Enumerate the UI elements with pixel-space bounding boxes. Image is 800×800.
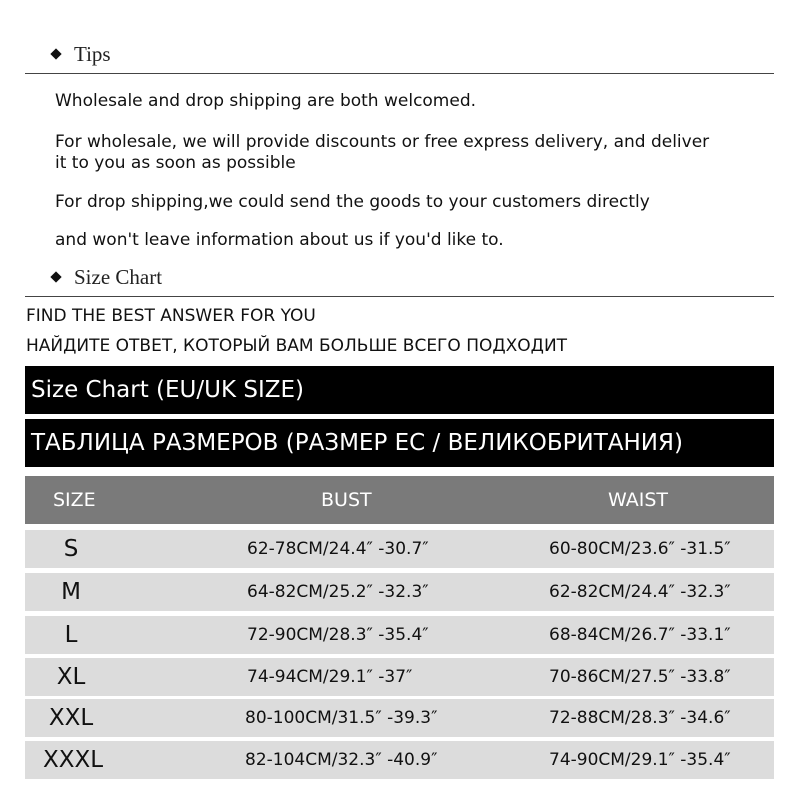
row-waist: 70-86CM/27.5″ -33.8″ bbox=[549, 667, 731, 687]
row-bust: 62-78CM/24.4″ -30.7″ bbox=[247, 539, 429, 559]
tips-line-1: Wholesale and drop shipping are both welcomed. bbox=[55, 91, 477, 111]
size-table-header bbox=[25, 476, 774, 524]
row-bust: 80-100CM/31.5″ -39.3″ bbox=[245, 708, 438, 728]
size-chart-banner-ru-label: ТАБЛИЦА РАЗМЕРОВ (РАЗМЕР ЕС / ВЕЛИКОБРИТАНИЯ) bbox=[31, 430, 683, 456]
table-row bbox=[25, 616, 774, 654]
table-row bbox=[25, 530, 774, 568]
header-waist: WAIST bbox=[608, 489, 669, 511]
tips-heading bbox=[52, 40, 111, 68]
table-row bbox=[25, 658, 774, 696]
header-bust: BUST bbox=[321, 489, 372, 511]
tips-line-4: For drop shipping,we could send the goods to your customers directly bbox=[55, 192, 650, 212]
row-size: XL bbox=[56, 664, 86, 690]
row-size: L bbox=[64, 622, 78, 648]
diamond-bullet-icon bbox=[50, 48, 61, 59]
size-chart-banner-en-label: Size Chart (EU/UK SIZE) bbox=[31, 377, 305, 403]
row-waist: 68-84CM/26.7″ -33.1″ bbox=[549, 625, 731, 645]
row-bust: 74-94CM/29.1″ -37″ bbox=[247, 667, 413, 687]
tips-divider bbox=[25, 73, 774, 74]
size-chart-banner-en bbox=[25, 366, 774, 414]
size-chart-divider bbox=[25, 296, 774, 297]
tips-heading-label: Tips bbox=[74, 41, 111, 66]
tips-line-2: For wholesale, we will provide discounts or free express delivery, and deliver bbox=[55, 132, 710, 152]
size-chart-banner-ru bbox=[25, 419, 774, 467]
row-size: XXL bbox=[48, 705, 94, 731]
row-waist: 62-82CM/24.4″ -32.3″ bbox=[549, 582, 731, 602]
row-size: XXXL bbox=[42, 747, 104, 773]
diamond-bullet-icon bbox=[50, 271, 61, 282]
row-waist: 74-90CM/29.1″ -35.4″ bbox=[549, 750, 731, 770]
row-size: M bbox=[61, 579, 81, 605]
size-chart-heading-label: Size Chart bbox=[74, 264, 163, 289]
table-row bbox=[25, 699, 774, 737]
row-waist: 72-88CM/28.3″ -34.6″ bbox=[549, 708, 731, 728]
table-row bbox=[25, 741, 774, 779]
row-waist: 60-80CM/23.6″ -31.5″ bbox=[549, 539, 731, 559]
tips-line-3: it to you as soon as possible bbox=[55, 153, 296, 173]
find-answer-ru: НАЙДИТЕ ОТВЕТ, КОТОРЫЙ ВАМ БОЛЬШЕ ВСЕГО ПОДХОДИТ bbox=[26, 336, 568, 356]
header-size: SIZE bbox=[53, 489, 96, 511]
table-row bbox=[25, 573, 774, 611]
row-size: S bbox=[63, 536, 79, 562]
tips-line-5: and won't leave information about us if you'd like to. bbox=[55, 230, 504, 250]
size-chart-heading bbox=[52, 263, 162, 291]
find-answer-en: FIND THE BEST ANSWER FOR YOU bbox=[26, 306, 316, 326]
row-bust: 82-104CM/32.3″ -40.9″ bbox=[245, 750, 438, 770]
row-bust: 64-82CM/25.2″ -32.3″ bbox=[247, 582, 429, 602]
row-bust: 72-90CM/28.3″ -35.4″ bbox=[247, 625, 429, 645]
